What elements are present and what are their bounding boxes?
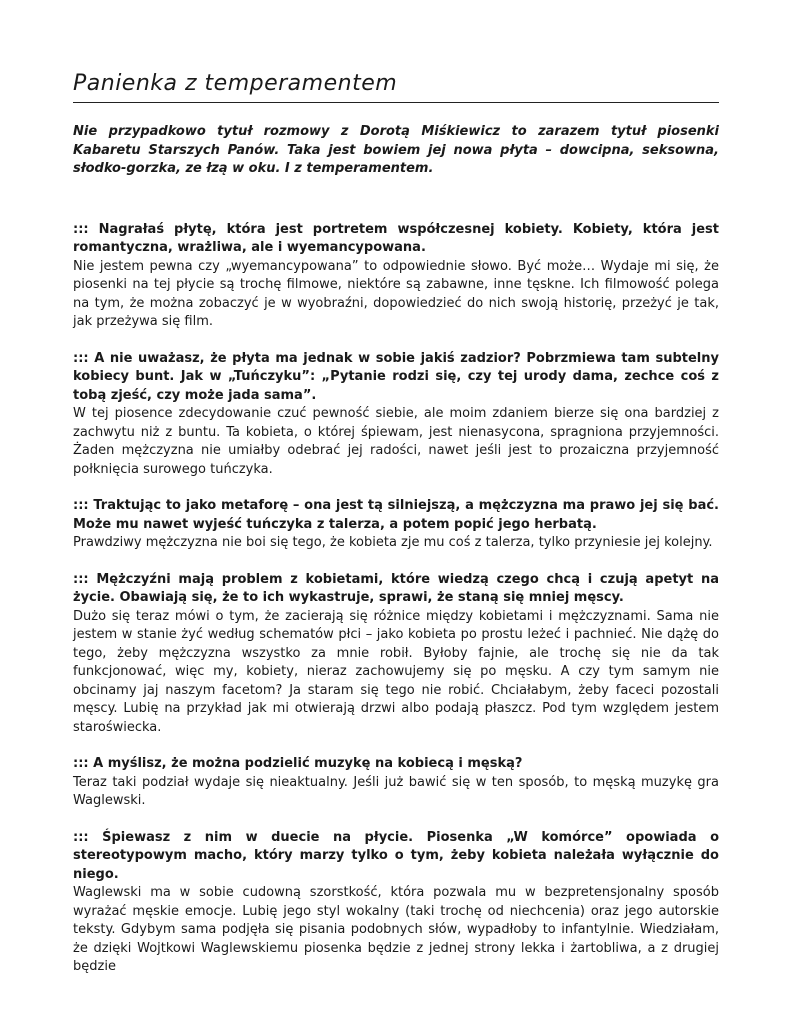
answer-3: Prawdziwy mężczyzna nie boi się tego, że kobieta zje mu coś z talerza, tylko przyniesie jej kolejny.: [73, 535, 713, 550]
question-2: ::: A nie uważasz, że płyta ma jednak w sobie jakiś zadzior? Pobrzmiewa tam subtelny kobiecy bunt. Jak w „Tuńczyku”: „Pytanie rodzi się, czy tej urody dama, zechce coś z tobą zjeść, czy może jada sama”.: [73, 350, 719, 403]
question-6: ::: Śpiewasz z nim w duecie na płycie. Piosenka „W komórce” opowiada o stereotypowym macho, który marzy tylko o tym, żeby kobieta należała wyłącznie do niego.: [73, 829, 719, 882]
answer-6: Waglewski ma w sobie cudowną szorstkość, która pozwala mu w bezpretensjonalny sposób wyrażać męskie emocje. Lubię jego styl wokalny (taki trochę od niechcenia) oraz jego autorskie teksty. Gdybym sama podjęła się pisania podobnych słów, wypadłoby to infantylnie. Wiedziałam, że dzięki Wojtkowi Waglewskiemu piosenka będzie z jednej strony lekka i żartobliwa, a z drugiej będzie: [73, 885, 719, 974]
qa-block-3: [73, 497, 719, 553]
qa-block-5: [73, 755, 719, 811]
qa-block-6: [73, 829, 719, 977]
article-title: Panienka z temperamentem: [73, 68, 719, 103]
article-lead: Nie przypadkowo tytuł rozmowy z Dorotą Miśkiewicz to zarazem tytuł piosenki Kabaretu Starszych Panów. Taka jest bowiem jej nowa płyta – dowcipna, seksowna, słodko-gorzka, ze łzą w oku. I z temperamentem.: [73, 124, 719, 176]
question-5: ::: A myślisz, że można podzielić muzykę na kobiecą i męską?: [73, 756, 523, 771]
answer-2: W tej piosence zdecydowanie czuć pewność siebie, ale moim zdaniem bierze się ona bardziej z zachwytu niż z buntu. Ta kobieta, o której śpiewam, jest nienasycona, spragniona przyjemności. Żaden mężczyzna nie umiałby odebrać jej radości, nawet jeśli jest to prozaiczna przyjemność połknięcia surowego tuńczyka.: [73, 406, 719, 477]
answer-5: Teraz taki podział wydaje się nieaktualny. Jeśli już bawić się w ten sposób, to męską muzykę gra Waglewski.: [73, 774, 719, 808]
answer-4: Dużo się teraz mówi o tym, że zacierają się różnice między kobietami i mężczyznami. Sama nie jestem w stanie żyć według schematów płci – jako kobieta po prostu leżeć i pachnieć. Nie dążę do tego, żeby mężczyzna wszystko za mnie robił. Byłoby fajnie, ale trochę się nie da tak funkcjonować, więc my, kobiety, nieraz zachowujemy się po męsku. A czy tym samym nie obcinamy jaj naszym facetom? Ja staram się tego nie robić. Chciałabym, żeby faceci pozostali męscy. Lubię na przykład jak mi otwierają drzwi albo podają płaszcz. Pod tym względem jestem staroświecka.: [73, 608, 719, 735]
answer-1: Nie jestem pewna czy „wyemancypowana” to odpowiednie słowo. Być może… Wydaje mi się, że piosenki na tej płycie są trochę filmowe, niektóre są zabawne, inne tęskne. Ich filmowość polega na tym, że można zobaczyć je w wyobraźni, dopowiedzieć do nich swoją historię, przeżyć je tak, jak przeżywa się film.: [73, 258, 719, 329]
question-1: ::: Nagrałaś płytę, która jest portretem współczesnej kobiety. Kobiety, która jest romantyczna, wrażliwa, ale i wyemancypowana.: [73, 221, 719, 255]
qa-block-1: [73, 221, 719, 332]
question-4: ::: Mężczyźni mają problem z kobietami, które wiedzą czego chcą i czują apetyt na życie. Obawiają się, że to ich wykastruje, sprawi, że staną się mniej męscy.: [73, 571, 719, 605]
qa-block-2: [73, 350, 719, 480]
question-3: ::: Traktując to jako metaforę – ona jest tą silniejszą, a mężczyzna ma prawo jej się bać. Może mu nawet wyjeść tuńczyka z talerza, a potem popić jego herbatą.: [73, 498, 719, 532]
article-page: [73, 68, 719, 977]
qa-block-4: [73, 571, 719, 738]
